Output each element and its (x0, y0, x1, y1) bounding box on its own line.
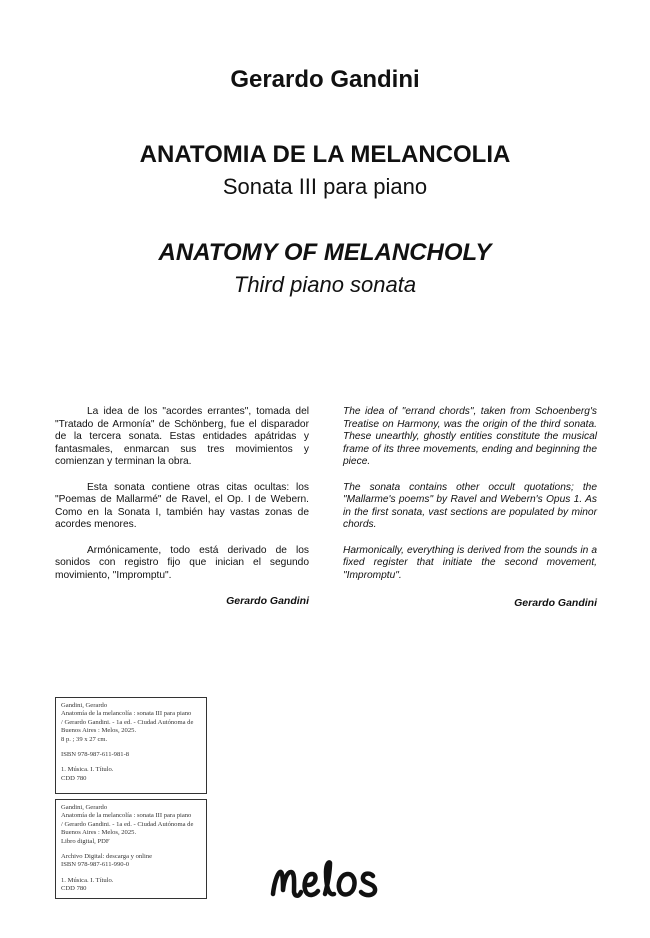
subtitle-english: Third piano sonata (233, 272, 417, 297)
catalog-card-digital (55, 799, 207, 899)
catalog-line: Buenos Aires : Melos, 2025. (61, 829, 137, 837)
catalog-subject: 1. Música. I. Título. (61, 876, 114, 884)
catalog-subject: 1. Música. I. Título. (61, 766, 114, 774)
notes-es-paragraph-1: La idea de los "acordes errantes", tomada del "Tratado de Armonía" de Schönberg, fue el disparador de la tercera sonata. Estas entidades apátridas y fantasmales, enmarcan sus tres movimientos y comienzan y terminan la obra. (55, 406, 309, 468)
melos-logo (268, 858, 386, 904)
title-english: ANATOMY OF MELANCHOLY (158, 239, 492, 266)
notes-english (343, 406, 597, 610)
catalog-subject: CDD 780 (61, 774, 87, 782)
catalog-isbn: ISBN 978-987-611-981-8 (61, 751, 130, 759)
notes-es-signature: Gerardo Gandini (226, 594, 309, 607)
catalog-line: / Gerardo Gandini. - 1a ed. - Ciudad Autónoma de (61, 718, 194, 726)
catalog-line: Gandini, Gerardo (61, 804, 108, 811)
notes-en-signature: Gerardo Gandini (514, 597, 597, 610)
catalog-line: Buenos Aires : Melos, 2025. (61, 727, 137, 735)
catalog-line: 8 p. ; 39 x 27 cm. (61, 735, 108, 743)
catalog-line: Anatomía de la melancolía : sonata III para piano (61, 812, 192, 820)
notes-es-paragraph-2: Esta sonata contiene otras citas ocultas: los "Poemas de Mallarmé" de Ravel, el Op. I de Webern. Como en la Sonata I, también hay vastas zonas de acordes menores. (55, 481, 309, 531)
notes-en-paragraph-1: The idea of "errand chords", taken from Schoenberg's Treatise on Harmony, was the origin of the third sonata. These unearthly, ghostly entities constitute the musical frame of its three movements, ending and beginning the piece. (343, 406, 597, 468)
subtitle-spanish: Sonata III para piano (222, 174, 428, 199)
catalog-line: Libro digital, PDF (61, 837, 110, 845)
catalog-line: Anatomía de la melancolía : sonata III para piano (61, 710, 192, 718)
catalog-subject: CDD 780 (61, 885, 87, 893)
catalog-format: Archivo Digital: descarga y online (61, 853, 153, 861)
notes-es-paragraph-3: Armónicamente, todo está derivado de los sonidos con registro fijo que inician el segundo movimiento, "Impromptu". (55, 544, 309, 581)
notes-en-paragraph-2: The sonata contains other occult quotations; the "Mallarme's poems" by Ravel and Webern's Opus 1. As in the first sonata, vast sections are populated by minor chords. (343, 481, 597, 531)
catalog-line: / Gerardo Gandini. - 1a ed. - Ciudad Autónoma de (61, 820, 194, 828)
notes-spanish (55, 406, 309, 608)
title-spanish: ANATOMIA DE LA MELANCOLIA (139, 141, 511, 168)
notes-en-paragraph-3: Harmonically, everything is derived from the sounds in a fixed register that initiate the second movement, "Impromptu". (343, 544, 597, 581)
catalog-isbn: ISBN 978-987-611-990-0 (61, 861, 130, 869)
composer-name: Gerardo Gandini (230, 66, 420, 93)
catalog-card-print (55, 697, 207, 794)
catalog-line: Gandini, Gerardo (61, 702, 108, 709)
